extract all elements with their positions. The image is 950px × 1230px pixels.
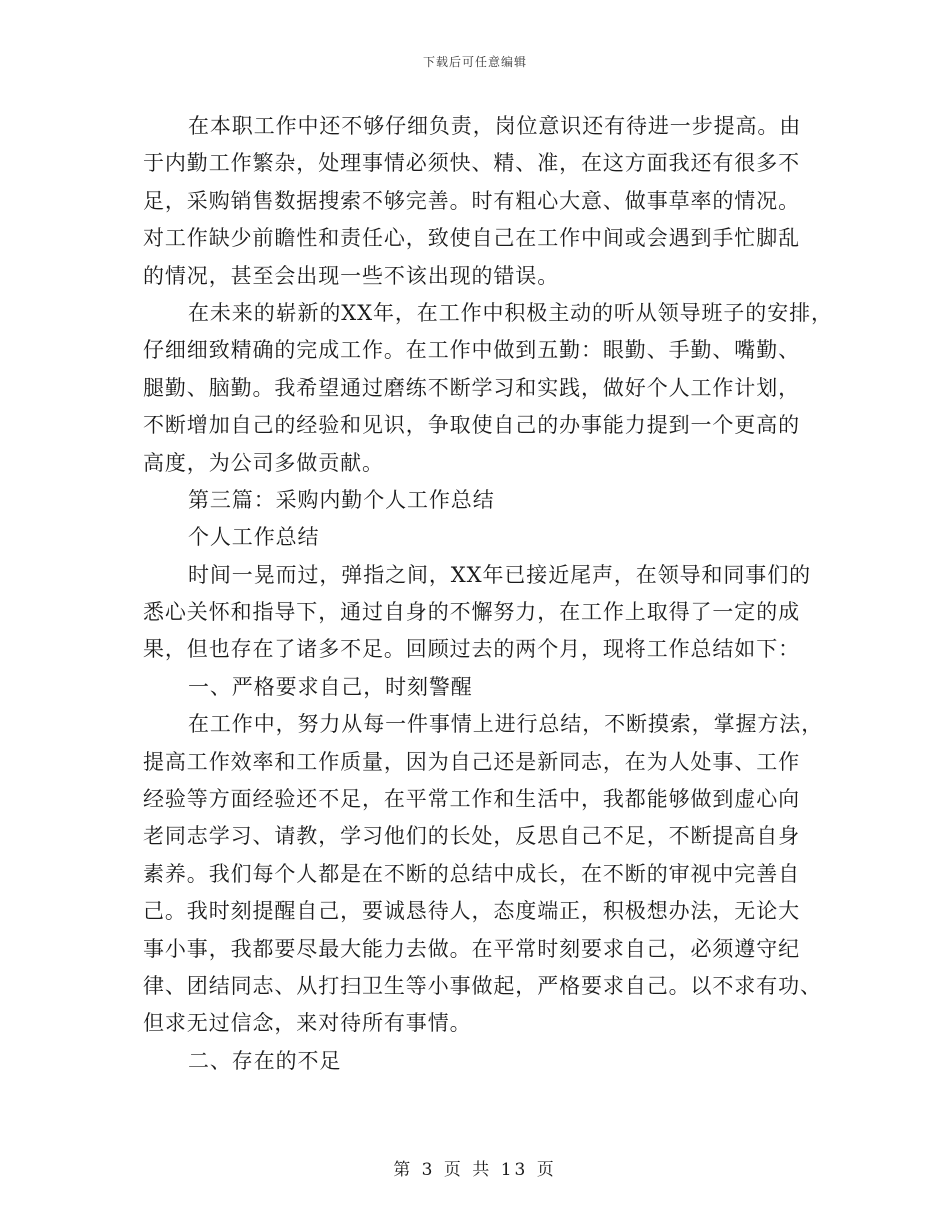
section-subheading: 个人工作总结 [188,525,320,550]
text-line: 不断增加自己的经验和见识，争取使自己的办事能力提到一个更高的 [143,413,800,438]
text-line: 腿勤、脑勤。我希望通过磨练不断学习和实践，做好个人工作计划， [143,375,800,400]
text-line: 仔细细致精确的完成工作。在工作中做到五勤：眼勤、手勤、嘴勤、 [143,338,800,363]
text-line: 在工作中，努力从每一件事情上进行总结，不断摸索，掌握方法， [188,712,824,737]
text-line: 律、团结同志、从打扫卫生等小事做起，严格要求自己。以不求有功、 [143,973,822,998]
text-line: 素养。我们每个人都是在不断的总结中成长，在不断的审视中完善自 [143,861,800,886]
download-edit-note: 下载后可任意编辑 [422,55,527,69]
text-line: 时间一晃而过，弹指之间，XX年已接近尾声，在领导和同事们的 [188,562,811,587]
page-number: 第 3 页 共 13 页 [393,1160,557,1180]
document-body [143,108,833,1080]
text-line: 事小事，我都要尽最大能力去做。在平常时刻要求自己，必须遵守纪 [143,936,800,961]
text-line: 但求无过信念，来对待所有事情。 [143,1011,472,1036]
text-line: 于内勤工作繁杂，处理事情必须快、精、准，在这方面我还有很多不 [143,151,800,176]
text-line: 在本职工作中还不够仔细负责，岗位意识还有待进一步提高。由 [188,114,802,138]
text-line: 在未来的崭新的XX年，在工作中积极主动的听从领导班子的安排， [188,300,833,325]
list-heading: 一、严格要求自己，时刻警醒 [188,674,473,699]
text-line: 的情况，甚至会出现一些不该出现的错误。 [143,263,560,288]
text-line: 对工作缺少前瞻性和责任心，致使自己在工作中间或会遇到手忙脚乱 [143,226,800,251]
text-line: 悉心关怀和指导下，通过自身的不懈努力，在工作上取得了一定的成 [143,600,800,625]
section-heading: 第三篇：采购内勤个人工作总结 [188,487,495,512]
text-line: 足，采购销售数据搜索不够完善。时有粗心大意、做事草率的情况。 [143,188,800,213]
text-line: 果，但也存在了诸多不足。回顾过去的两个月，现将工作总结如下： [143,637,800,662]
text-line: 己。我时刻提醒自己，要诚恳待人，态度端正，积极想办法，无论大 [143,899,800,924]
list-heading: 二、存在的不足 [188,1048,342,1073]
text-line: 提高工作效率和工作质量，因为自己还是新同志，在为人处事、工作 [143,749,800,774]
text-line: 经验等方面经验还不足，在平常工作和生活中，我都能够做到虚心向 [143,787,800,812]
text-line: 老同志学习、请教，学习他们的长处，反思自己不足，不断提高自身 [143,824,800,849]
text-line: 高度，为公司多做贡献。 [143,450,384,475]
